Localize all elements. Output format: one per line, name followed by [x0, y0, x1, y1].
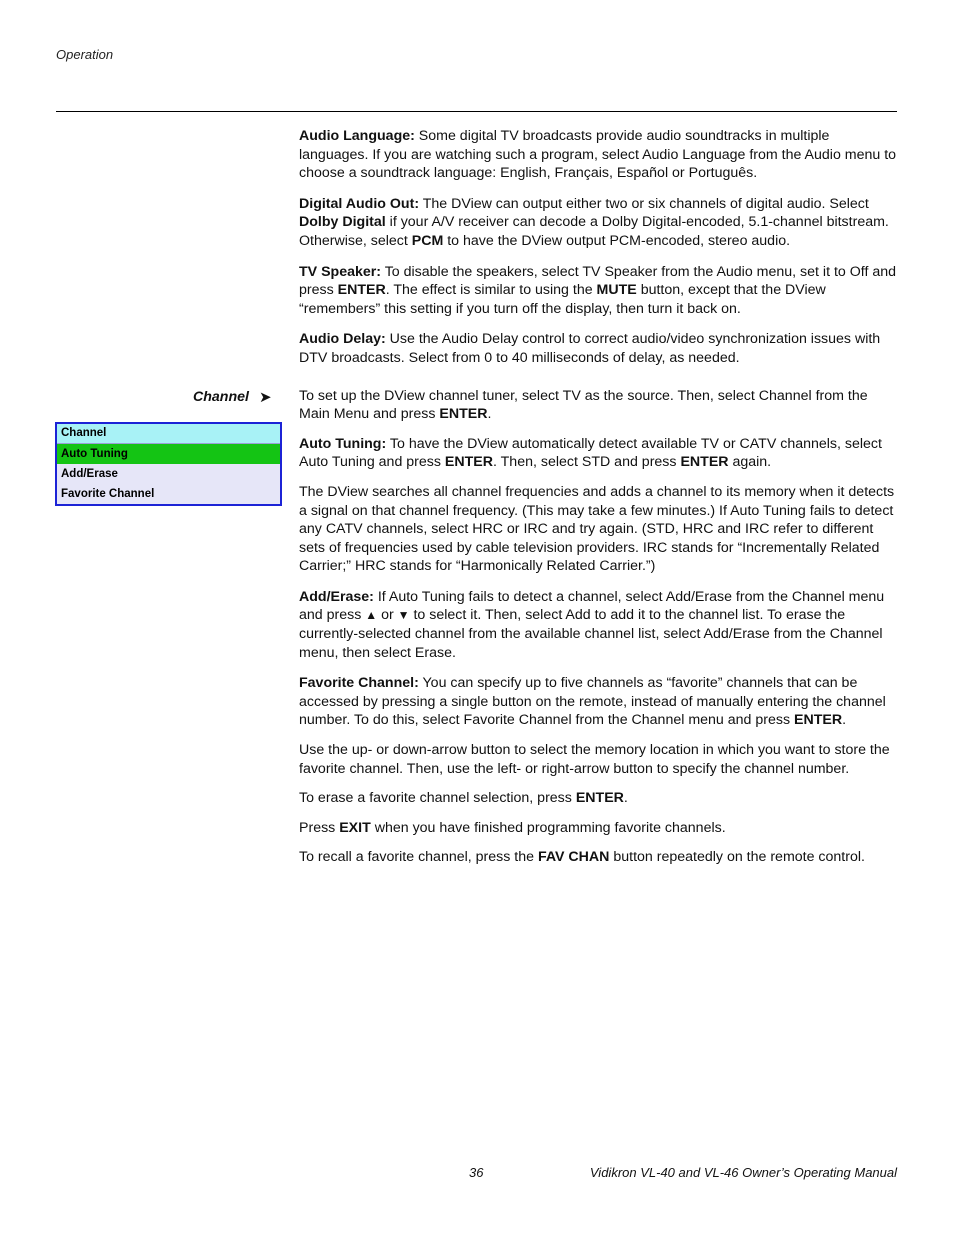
paragraph-channel-intro: [299, 387, 897, 424]
text-digital-audio-out-1: The DView can output either two or six channels of digital audio. Select: [419, 195, 869, 212]
manual-title: Vidikron VL-40 and VL-46 Owner’s Operating Manual: [589, 1165, 897, 1180]
text-add-erase-2: or: [377, 607, 398, 624]
arrow-right-icon: ➤: [258, 388, 272, 406]
paragraph-tv-speaker: [299, 263, 897, 319]
term-audio-delay: Audio Delay:: [299, 331, 386, 348]
bold-fav-chan: FAV CHAN: [537, 849, 610, 866]
text-erase-favorite-1: To erase a favorite channel selection, press: [299, 790, 576, 807]
up-arrow-icon: ▲: [365, 608, 378, 623]
paragraph-store-favorite: Use the up- or down-arrow button to select the memory location in which you want to store the favorite channel. Then, use the left- or right-arrow button to specify the channel number.: [299, 742, 890, 777]
section-label-text: Channel: [193, 389, 249, 405]
bold-dolby-digital: Dolby Digital: [299, 214, 386, 231]
bold-enter: ENTER: [337, 282, 386, 299]
bold-enter: ENTER: [794, 712, 843, 729]
text-add-erase-1: If Auto Tuning fails to detect a channel, select Add/Erase from the Channel menu and press: [299, 588, 885, 624]
text-audio-delay: Use the Audio Delay control to correct audio/video synchronization issues with DTV broadcasts. Select from 0 to 40 milliseconds of delay, as needed.: [299, 331, 881, 366]
page-number: 36: [469, 1165, 484, 1180]
text-exit-2: when you have finished programming favorite channels.: [370, 819, 726, 836]
text-channel-intro-2: .: [487, 406, 492, 423]
text-tv-speaker-2: . The effect is similar to using the: [385, 282, 597, 299]
text-tv-speaker-3: button, except that the DView “remembers” this setting if you turn off the display, then turn it back on.: [299, 282, 826, 317]
bold-enter: ENTER: [439, 406, 488, 423]
term-audio-language: Audio Language:: [299, 128, 415, 144]
text-exit-1: Press: [299, 819, 340, 836]
down-arrow-icon: ▼: [397, 608, 410, 623]
text-recall-2: button repeatedly on the remote control.: [609, 849, 865, 866]
paragraph-exit: [299, 819, 897, 838]
text-erase-favorite-2: .: [623, 790, 628, 807]
menu-item-auto-tuning[interactable]: Auto Tuning: [57, 444, 280, 464]
term-tv-speaker: TV Speaker:: [299, 263, 382, 280]
text-recall-1: To recall a favorite channel, press the: [299, 849, 538, 866]
text-auto-tuning-3: again.: [728, 454, 772, 471]
channel-menu-title: Channel: [57, 424, 280, 444]
term-add-erase: Add/Erase:: [299, 588, 374, 605]
channel-menu: [55, 422, 282, 506]
term-favorite-channel: Favorite Channel:: [299, 675, 419, 692]
menu-item-favorite-channel[interactable]: Favorite Channel: [61, 488, 155, 500]
bold-enter: ENTER: [444, 454, 494, 471]
page-header-section: Operation: [56, 47, 114, 62]
paragraph-auto-tuning: [299, 435, 897, 472]
paragraph-channel-search: The DView searches all channel frequencies and adds a channel to its memory when it detects a signal on that channel frequency. (This may take a few minutes.) If Auto Tuning fails to detect any CATV channels, select HRC or IRC and try again. (STD, HRC and IRC refer to different sets of frequencies used by cable television providers. IRC stands for “Incrementally Related Carrier;” HRC stands for “Harmonically Related Carrier.”): [299, 483, 895, 575]
bold-pcm: PCM: [411, 232, 444, 249]
text-auto-tuning-1: To have the DView automatically detect available TV or CATV channels, select Auto Tuning and press: [299, 435, 882, 471]
term-digital-audio-out: Digital Audio Out:: [299, 195, 420, 212]
text-favorite-channel-1: You can specify up to five channels as “favorite” channels that can be accessed by pressing a single button on the remote, instead of manually entering the channel number. To do this, select Favorite Channel from the Channel menu and press: [299, 675, 886, 729]
main-content: [299, 127, 897, 867]
text-add-erase-3: to select it. Then, select Add to add it to the channel list. To erase the currently-selected channel from the available channel list, select Add/Erase from the Channel menu, then select Erase.: [299, 607, 883, 661]
header-rule: [56, 111, 897, 112]
bold-exit: EXIT: [339, 819, 371, 836]
text-digital-audio-out-3: to have the DView output PCM-encoded, stereo audio.: [443, 232, 791, 249]
paragraph-recall-favorite: [299, 848, 897, 867]
text-tv-speaker-1: To disable the speakers, select TV Speaker from the Audio menu, set it to Off and press: [299, 263, 896, 299]
text-audio-language: Some digital TV broadcasts provide audio soundtracks in multiple languages. If you are watching such a program, select Audio Language from the Audio menu to choose a soundtrack language: English, Français, Español or Português.: [299, 128, 897, 182]
term-auto-tuning: Auto Tuning:: [299, 435, 387, 452]
paragraph-audio-delay: [299, 330, 897, 367]
section-label-channel: [193, 389, 272, 405]
bold-enter: ENTER: [680, 454, 729, 471]
bold-mute: MUTE: [596, 282, 637, 299]
paragraph-digital-audio-out: [299, 195, 897, 251]
paragraph-favorite-channel: [299, 674, 897, 730]
text-favorite-channel-2: .: [842, 712, 847, 729]
menu-item-add-erase[interactable]: Add/Erase: [61, 468, 118, 480]
text-channel-intro-1: To set up the DView channel tuner, select TV as the source. Then, select Channel from the Main Menu and press: [299, 387, 868, 423]
text-digital-audio-out-2: if your A/V receiver can decode a Dolby Digital-encoded, 5.1-channel bitstream. Otherwise, select: [299, 214, 889, 249]
paragraph-erase-favorite: [299, 789, 897, 808]
text-auto-tuning-2: . Then, select STD and press: [493, 454, 681, 471]
paragraph-add-erase: [299, 588, 897, 662]
paragraph-audio-language: [299, 127, 897, 183]
bold-enter: ENTER: [575, 790, 624, 807]
